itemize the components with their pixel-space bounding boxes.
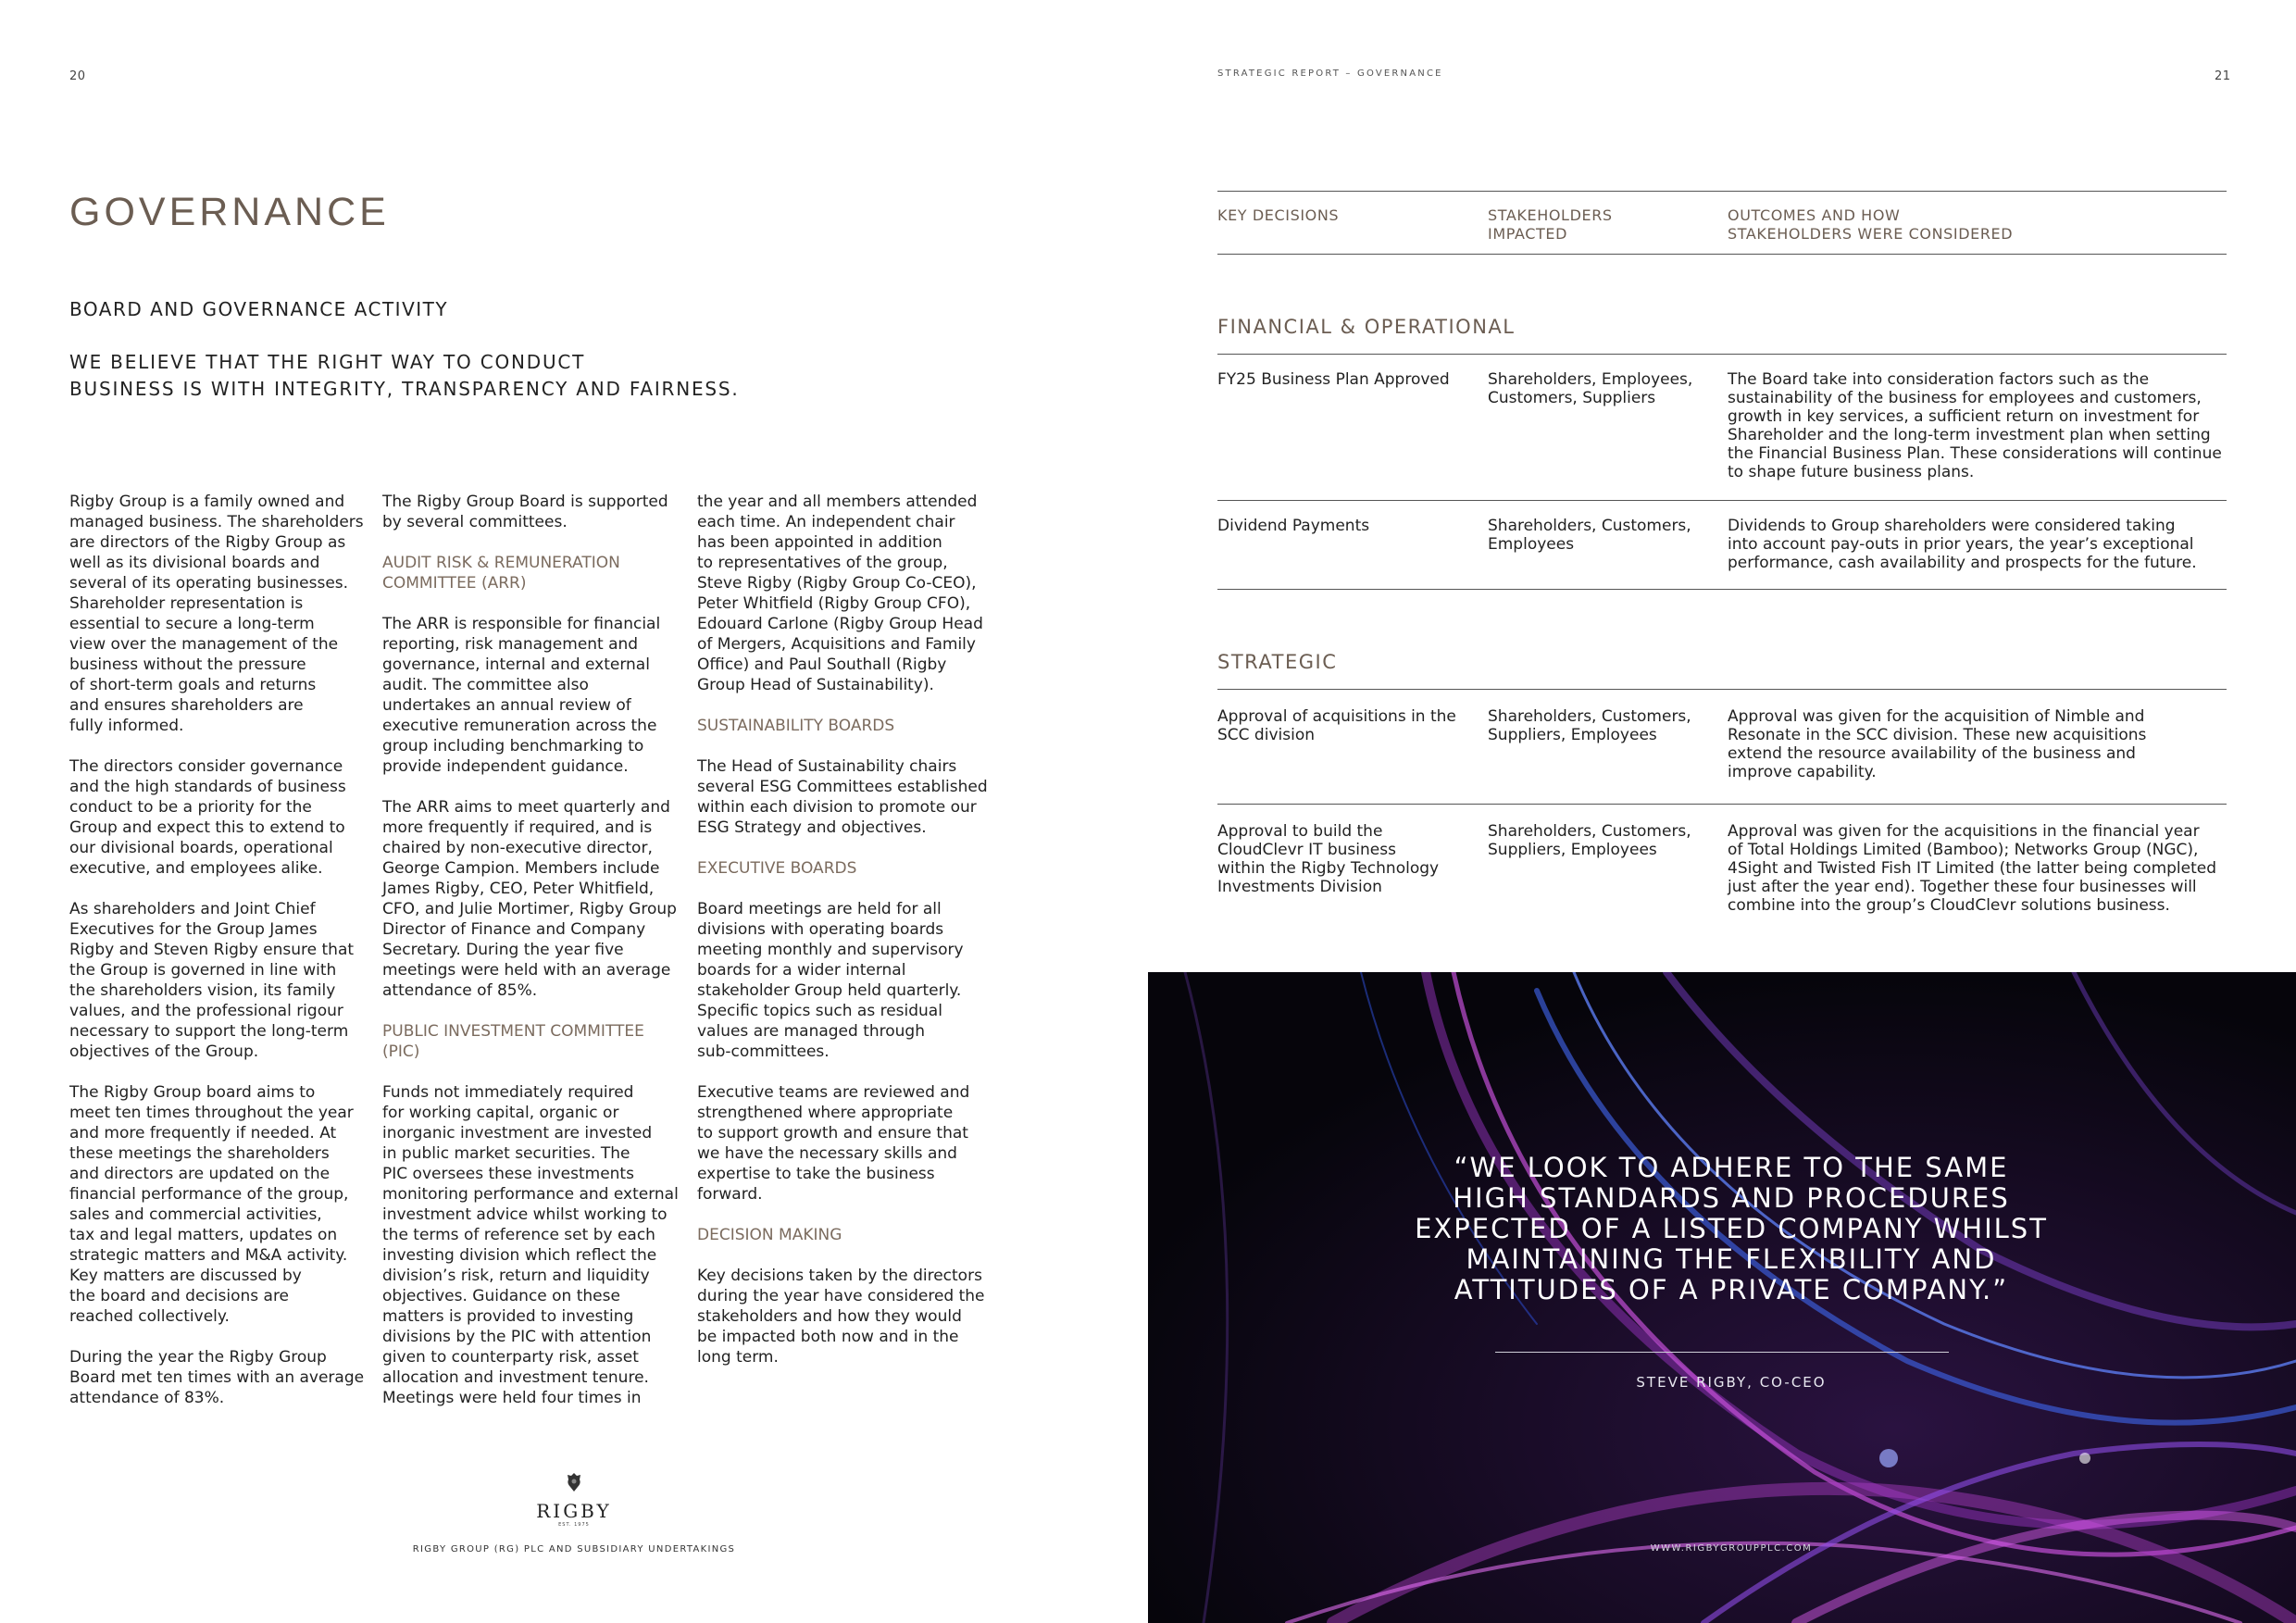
table-header <box>1217 191 2227 255</box>
section-label: BOARD AND GOVERNANCE ACTIVITY <box>69 298 449 320</box>
quote-line: HIGH STANDARDS AND PROCEDURES <box>1453 1182 2010 1214</box>
paragraph: Funds not immediately required for working capital, organic or inorganic investment are invested in public market securities. The PIC oversees these investments monitoring performance and external investment advice whilst working to the terms of reference set by each investing division which reflect the division’s risk, return and liquidity objectives. Guidance on these matters is provided to investing divisions by the PIC with attention given to counterparty risk, asset allocation and investment tenure. Meetings were held four times in <box>382 1083 679 1407</box>
quote-panel <box>1148 972 2296 1623</box>
quote-text <box>1398 1153 2065 1305</box>
divider <box>1217 589 2227 590</box>
outcome-cell: Dividends to Group shareholders were considered taking into account pay-outs in prior years, the year’s exceptional performance, cash availability and prospects for the future. <box>1728 517 2197 572</box>
column-header-outcomes: OUTCOMES AND HOW STAKEHOLDERS WERE CONSIDERED <box>1728 206 2014 243</box>
decision-cell: FY25 Business Plan Approved <box>1217 370 1450 389</box>
column-header-stakeholders: STAKEHOLDERS IMPACTED <box>1488 206 1613 243</box>
page-number-right: 21 <box>2215 69 2231 83</box>
divider <box>1217 804 2227 805</box>
divider <box>1217 354 2227 355</box>
logo-wordmark: RIGBY <box>536 1500 612 1522</box>
quote-line: MAINTAINING THE FLEXIBILITY AND <box>1466 1243 1997 1275</box>
stakeholders-cell: Shareholders, Customers, Suppliers, Employees <box>1488 822 1691 859</box>
column-header-key-decisions: KEY DECISIONS <box>1217 206 1340 224</box>
page-title: GOVERNANCE <box>69 190 390 234</box>
subheading-executive-boards: EXECUTIVE BOARDS <box>697 859 857 878</box>
decision-cell: Dividend Payments <box>1217 517 1370 535</box>
outcome-cell: Approval was given for the acquisition of Nimble and Resonate in the SCC division. These new acquisitions extend the resource availability of the business and improve capability. <box>1728 707 2147 781</box>
quote-line: EXPECTED OF A LISTED COMPANY WHILST <box>1415 1213 2048 1244</box>
decision-cell: Approval to build the CloudClevr IT business within the Rigby Technology Investments Division <box>1217 822 1440 896</box>
quote-divider <box>1495 1352 1949 1353</box>
stakeholders-cell: Shareholders, Employees, Customers, Suppliers <box>1488 370 1693 407</box>
subheading-arr: AUDIT RISK & REMUNERATION COMMITTEE (ARR) <box>382 554 620 593</box>
text-column-3 <box>697 492 993 1388</box>
footer-company-name: RIGBY GROUP (RG) PLC AND SUBSIDIARY UNDERTAKINGS <box>412 1544 736 1554</box>
paragraph: The Rigby Group board aims to meet ten times throughout the year and more frequently if needed. At these meetings the shareholders and directors are updated on the financial performance of the group, sales and commercial activities, tax and legal matters, updates on strategic matters and M&A activity. Key matters are discussed by the board and decisions are reached collectively. <box>69 1083 354 1326</box>
paragraph: the year and all members attended each time. An independent chair has been appointed in addition to representatives of the group, Steve Rigby (Rigby Group Co-CEO), Peter Whitfield (Rigby Group CFO), Edouard Carlone (Rigby Group Head of Mergers, Acquisitions and Family Office) and Paul Southall (Rigby Group Head of Sustainability). <box>697 493 983 694</box>
quote-line: ATTITUDES OF A PRIVATE COMPANY.” <box>1454 1274 2009 1305</box>
group-title-strategic: STRATEGIC <box>1217 651 1338 673</box>
subheading-sustainability: SUSTAINABILITY BOARDS <box>697 717 895 735</box>
paragraph: Key decisions taken by the directors during the year have considered the stakeholders and how they would be impacted both now and in the long term. <box>697 1267 985 1367</box>
stakeholders-cell: Shareholders, Customers, Suppliers, Employees <box>1488 707 1691 744</box>
text-column-2 <box>382 492 679 1429</box>
paragraph: The directors consider governance and the high standards of business conduct to be a priority for the Group and expect this to extend to our divisional boards, operational executive, and employees alike. <box>69 757 346 878</box>
paragraph: The ARR aims to meet quarterly and more frequently if required, and is chaired by non-executive director, George Campion. Members include James Rigby, CEO, Peter Whitfield, CFO, and Julie Mortimer, Rigby Group Director of Finance and Company Secretary. During the year five meetings were held with an average attendance of 85%. <box>382 798 677 1000</box>
divider <box>1217 500 2227 501</box>
divider <box>1217 689 2227 690</box>
paragraph: Executive teams are reviewed and strengthened where appropriate to support growth and ensure that we have the necessary skills and expertise to take the business forward. <box>697 1083 970 1204</box>
outcome-cell: The Board take into consideration factors such as the sustainability of the business for employees and customers, growth in key services, a sufficient return on investment for Shareholder and the long-term investment plan when setting the Financial Business Plan. These considerations will continue to shape future business plans. <box>1728 370 2222 481</box>
paragraph: The ARR is responsible for financial reporting, risk management and governance, internal and external audit. The committee also undertakes an annual review of executive remuneration across the group including benchmarking to provide independent guidance. <box>382 615 661 776</box>
subheading-decision-making: DECISION MAKING <box>697 1226 842 1244</box>
text-column-1 <box>69 492 366 1429</box>
subheading-pic: PUBLIC INVESTMENT COMMITTEE (PIC) <box>382 1022 644 1061</box>
belief-statement <box>69 349 903 403</box>
running-head: STRATEGIC REPORT – GOVERNANCE <box>1217 69 1443 79</box>
paragraph: As shareholders and Joint Chief Executives for the Group James Rigby and Steven Rigby ensure that the Group is governed in line with the shareholders vision, its family values, and the professional rigour necessary to support the long-term objectives of the Group. <box>69 900 355 1061</box>
belief-line: BUSINESS IS WITH INTEGRITY, TRANSPARENCY AND FAIRNESS. <box>69 378 740 400</box>
paragraph: Board meetings are held for all divisions with operating boards meeting monthly and supervisory boards for a wider internal stakeholder Group held quarterly. Specific topics such as residual values are managed through sub-committees. <box>697 900 964 1061</box>
rigby-logo <box>518 1472 630 1528</box>
paragraph: During the year the Rigby Group Board met ten times with an average attendance of 83%. <box>69 1348 365 1407</box>
website-link[interactable]: WWW.RIGBYGROUPPLC.COM <box>1650 1543 1813 1554</box>
paragraph: Rigby Group is a family owned and managed business. The shareholders are directors of the Rigby Group as well as its divisional boards and several of its operating businesses. Shareholder representation is essential to secure a long-term view over the management of the business without the pressure of short-term goals and returns and ensures shareholders are fully informed. <box>69 493 364 735</box>
quote-attribution: STEVE RIGBY, CO-CEO <box>1636 1374 1827 1391</box>
logo-established: EST. 1975 <box>558 1522 590 1528</box>
belief-line: WE BELIEVE THAT THE RIGHT WAY TO CONDUCT <box>69 351 586 373</box>
decision-cell: Approval of acquisitions in the SCC division <box>1217 707 1456 744</box>
paragraph: The Head of Sustainability chairs several ESG Committees established within each division to promote our ESG Strategy and objectives. <box>697 757 988 837</box>
stakeholders-cell: Shareholders, Customers, Employees <box>1488 517 1691 554</box>
paragraph: The Rigby Group Board is supported by several committees. <box>382 493 668 531</box>
page-number-left: 20 <box>69 69 86 83</box>
quote-line: “WE LOOK TO ADHERE TO THE SAME <box>1454 1152 2009 1183</box>
group-title-financial: FINANCIAL & OPERATIONAL <box>1217 316 1516 338</box>
outcome-cell: Approval was given for the acquisitions in the financial year of Total Holdings Limited (Bamboo); Networks Group (NGC), 4Sight and Twisted Fish IT Limited (the latter being completed just after the year end). Together these four businesses will combine into the group’s CloudClevr solutions business. <box>1728 822 2217 915</box>
crest-icon <box>565 1472 583 1492</box>
